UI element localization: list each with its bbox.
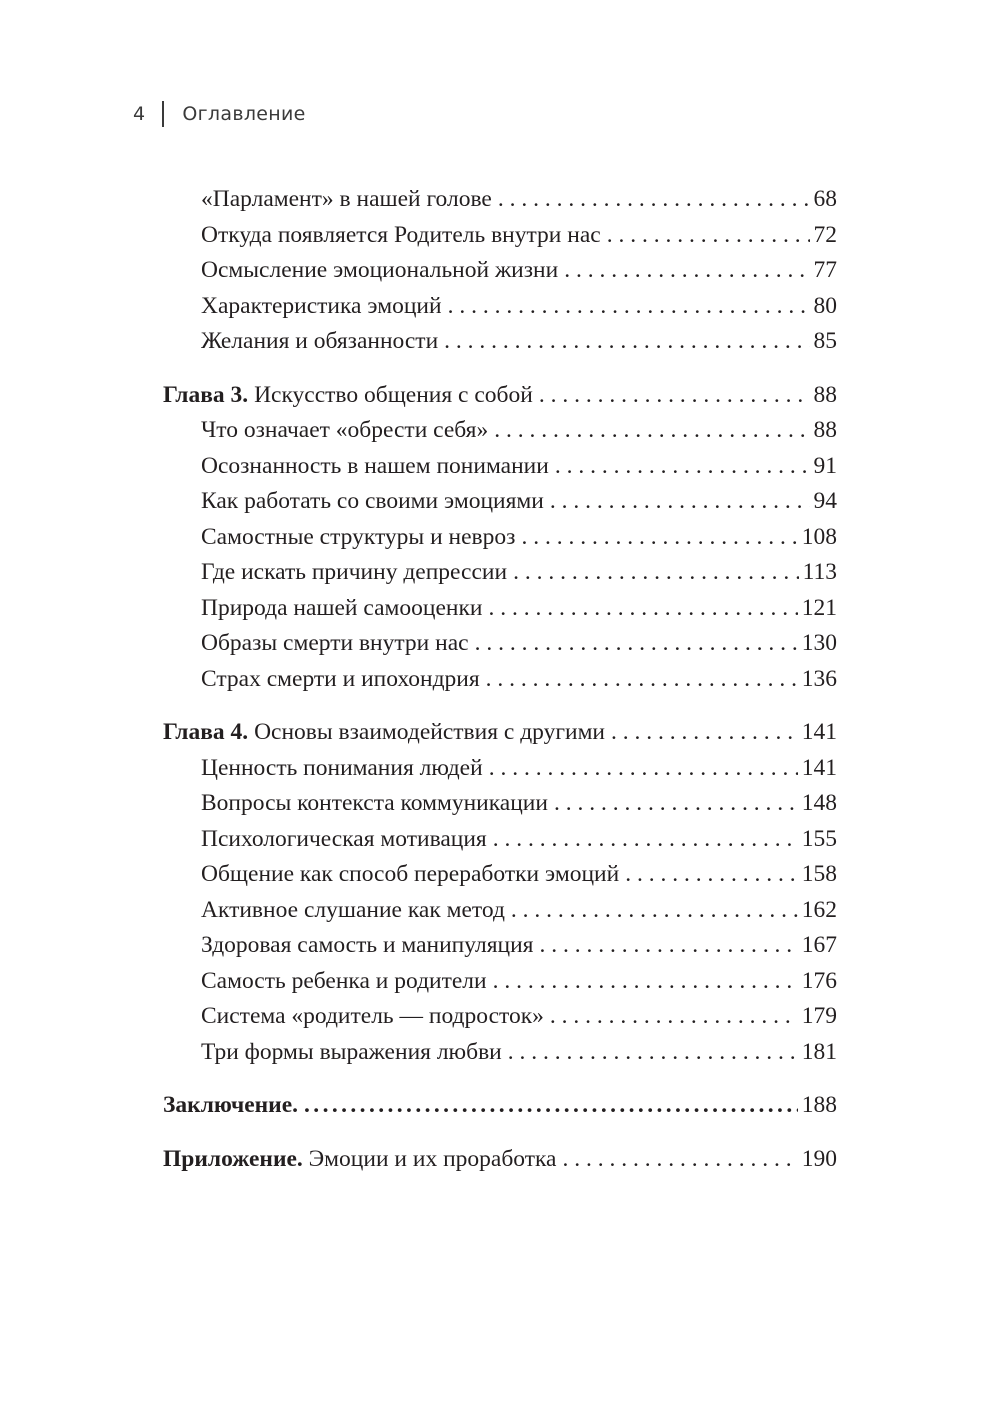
section-gap: [163, 701, 837, 719]
toc-entry-page: 190: [801, 1145, 837, 1172]
toc-entry[interactable]: [163, 559, 837, 595]
section-gap: [163, 1074, 837, 1092]
toc-entry-page: 130: [801, 630, 837, 656]
toc-entry[interactable]: [163, 488, 837, 524]
table-of-contents: [163, 186, 837, 1181]
leader-dots: [539, 382, 810, 409]
toc-entry[interactable]: [163, 417, 837, 453]
leader-dots: [625, 861, 798, 888]
toc-entry-page: 88: [813, 381, 837, 408]
chapter-title: Искусство общения с собой: [248, 381, 533, 408]
toc-entry[interactable]: [163, 755, 837, 791]
page-number: 4: [133, 103, 146, 125]
toc-entry[interactable]: [163, 222, 837, 258]
toc-entry-page: 148: [801, 790, 837, 816]
conclusion-label: Заключение.: [163, 1092, 299, 1118]
toc-entry-title: Общение как способ переработки эмоций: [201, 861, 620, 887]
toc-entry-page: 94: [813, 488, 837, 514]
section-title: Оглавление: [182, 103, 306, 125]
toc-chapter-3[interactable]: [163, 382, 837, 418]
chapter-heading: [163, 719, 605, 746]
leader-dots: [513, 559, 799, 586]
appendix-heading: [163, 1146, 556, 1173]
toc-entry[interactable]: [163, 861, 837, 897]
conclusion-heading: [163, 1092, 298, 1119]
toc-entry-page: 141: [801, 719, 837, 745]
toc-entry-page: 77: [813, 257, 837, 283]
toc-entry-page: 85: [813, 328, 837, 354]
toc-entry-title: Страх смерти и ипохондрия: [201, 665, 480, 692]
toc-entry-page: 91: [813, 452, 837, 479]
toc-entry-page: 121: [801, 594, 837, 621]
toc-entry-title: Осмысление эмоциональной жизни: [201, 257, 559, 283]
leader-dots: [562, 1146, 797, 1173]
appendix-label: Приложение.: [163, 1145, 303, 1172]
leader-dots: [539, 932, 797, 959]
toc-entry-title: Самость ребенка и родители: [201, 967, 487, 994]
leader-dots: [611, 719, 798, 746]
toc-entry-title: Ценность понимания людей: [201, 754, 483, 781]
toc-entry-title: «Парламент» в нашей голове: [201, 186, 492, 212]
toc-entry-page: 188: [801, 1092, 837, 1118]
toc-entry-page: 158: [801, 861, 837, 887]
toc-entry-page: 179: [801, 1003, 837, 1029]
header-separator: [162, 101, 164, 127]
toc-entry-title: Три формы выражения любви: [201, 1038, 502, 1065]
leader-dots: [555, 453, 810, 480]
leader-dots: [521, 524, 797, 551]
running-header: [133, 101, 306, 127]
toc-entry-title: Как работать со своими эмоциями: [201, 488, 544, 514]
toc-entry-title: Природа нашей самооценки: [201, 594, 483, 621]
leader-dots: [494, 417, 809, 444]
leader-dots: [475, 630, 798, 657]
section-gap: [163, 364, 837, 382]
toc-entry-title: Психологическая мотивация: [201, 825, 487, 852]
toc-entry-title: Образы смерти внутри нас: [201, 630, 469, 656]
toc-entry-title: Что означает «обрести себя»: [201, 417, 489, 443]
toc-entry-title: Активное слушание как метод: [201, 896, 505, 923]
leader-dots: [511, 897, 798, 924]
leader-dots: [444, 328, 809, 355]
appendix-title: Эмоции и их проработка: [302, 1145, 557, 1172]
toc-entry-title: Самостные структуры и невроз: [201, 523, 516, 550]
toc-entry-page: 162: [801, 896, 837, 923]
leader-dots: [488, 595, 797, 622]
toc-entry-title: Откуда появляется Родитель внутри нас: [201, 221, 601, 248]
toc-entry[interactable]: [163, 1039, 837, 1075]
toc-entry[interactable]: [163, 666, 837, 702]
toc-entry[interactable]: [163, 897, 837, 933]
toc-entry-title: Вопросы контекста коммуникации: [201, 790, 548, 816]
toc-entry-page: 176: [801, 967, 837, 994]
leader-dots: [607, 222, 810, 249]
toc-entry[interactable]: [163, 328, 837, 364]
leader-dots: [550, 488, 810, 515]
leader-dots: [304, 1092, 798, 1119]
leader-dots: [493, 826, 798, 853]
leader-dots: [489, 755, 798, 782]
toc-entry-page: 141: [801, 754, 837, 781]
toc-entry-title: Здоровая самость и манипуляция: [201, 932, 534, 958]
toc-entry[interactable]: [163, 790, 837, 826]
toc-entry[interactable]: [163, 453, 837, 489]
toc-entry-title: Характеристика эмоций: [201, 292, 442, 319]
toc-entry[interactable]: [163, 293, 837, 329]
toc-entry-page: 113: [802, 559, 837, 585]
toc-conclusion[interactable]: [163, 1092, 837, 1128]
toc-entry-page: 88: [813, 417, 837, 443]
chapter-title: Основы взаимодействия с другими: [248, 719, 606, 745]
toc-entry[interactable]: [163, 257, 837, 293]
toc-entry-page: 155: [801, 825, 837, 852]
section-gap: [163, 1128, 837, 1146]
toc-entry-title: Желания и обязанности: [201, 328, 439, 354]
toc-entry[interactable]: [163, 524, 837, 560]
leader-dots: [493, 968, 798, 995]
toc-entry-title: Где искать причину депрессии: [201, 559, 508, 585]
chapter-heading: [163, 382, 533, 409]
toc-entry-page: 80: [813, 292, 837, 319]
toc-appendix[interactable]: [163, 1146, 837, 1182]
toc-entry[interactable]: [163, 630, 837, 666]
toc-entry[interactable]: [163, 1003, 837, 1039]
toc-entry-title: Система «родитель — подросток»: [201, 1003, 544, 1029]
toc-entry-title: Осознанность в нашем понимании: [201, 452, 549, 479]
toc-entry-page: 181: [801, 1038, 837, 1065]
toc-entry[interactable]: [163, 186, 837, 222]
toc-entry-page: 72: [813, 221, 837, 248]
leader-dots: [550, 1003, 798, 1030]
toc-entry[interactable]: [163, 595, 837, 631]
chapter-label: Глава 4.: [163, 719, 249, 745]
toc-chapter-4[interactable]: [163, 719, 837, 755]
toc-entry[interactable]: [163, 932, 837, 968]
chapter-label: Глава 3.: [163, 381, 249, 408]
toc-entry-page: 108: [801, 523, 837, 550]
toc-entry[interactable]: [163, 826, 837, 862]
leader-dots: [498, 186, 810, 213]
toc-entry-page: 167: [801, 932, 837, 958]
leader-dots: [554, 790, 798, 817]
toc-entry[interactable]: [163, 968, 837, 1004]
leader-dots: [486, 666, 798, 693]
leader-dots: [508, 1039, 798, 1066]
toc-entry-page: 68: [813, 186, 837, 212]
toc-entry-page: 136: [801, 665, 837, 692]
leader-dots: [448, 293, 810, 320]
leader-dots: [564, 257, 809, 284]
